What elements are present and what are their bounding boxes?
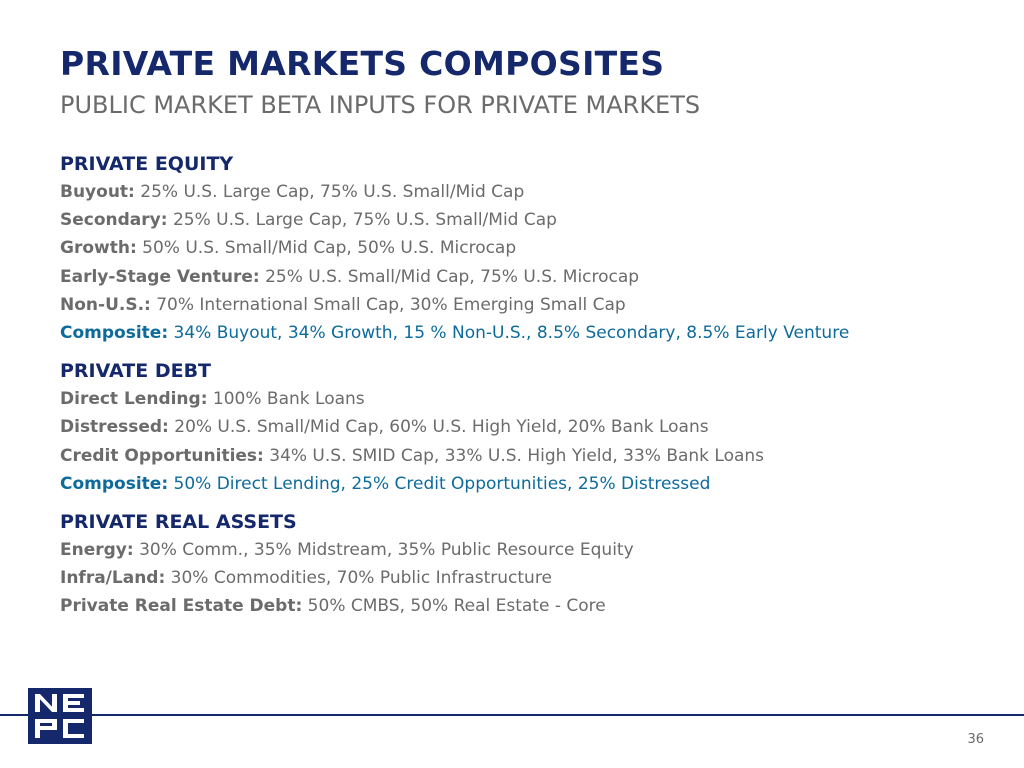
item-value: 20% U.S. Small/Mid Cap, 60% U.S. High Yield, 20% Bank Loans [168, 417, 709, 438]
list-item [60, 206, 1000, 234]
item-label: Direct Lending: [60, 389, 208, 410]
section-private-equity [60, 150, 1000, 347]
list-item [60, 536, 1000, 564]
item-label: Credit Opportunities: [60, 445, 264, 466]
list-item [60, 234, 1000, 262]
content-area [60, 150, 1000, 631]
item-value: 50% U.S. Small/Mid Cap, 50% U.S. Microcap [136, 238, 517, 259]
item-label: Early-Stage Venture: [60, 266, 260, 287]
item-value: 50% CMBS, 50% Real Estate - Core [302, 596, 606, 617]
section-heading: PRIVATE EQUITY [60, 153, 234, 175]
page-title: PRIVATE MARKETS COMPOSITES [60, 44, 665, 83]
list-item [60, 564, 1000, 592]
list-item [60, 178, 1000, 206]
list-item [60, 413, 1000, 441]
item-label: Non-U.S.: [60, 294, 151, 315]
composite-item [60, 319, 1000, 347]
item-label: Infra/Land: [60, 568, 166, 589]
list-item [60, 442, 1000, 470]
section-heading: PRIVATE REAL ASSETS [60, 511, 297, 534]
item-label: Private Real Estate Debt: [60, 596, 303, 617]
page-subtitle: PUBLIC MARKET BETA INPUTS FOR PRIVATE MARKETS [60, 91, 701, 119]
item-label: Composite: [60, 323, 169, 344]
nepc-logo [28, 688, 92, 744]
item-label: Buyout: [60, 182, 135, 202]
list-item [60, 385, 1000, 413]
item-value: 50% Direct Lending, 25% Credit Opportunities, 25% Distressed [168, 473, 711, 494]
item-value: 100% Bank Loans [207, 389, 365, 410]
section-heading: PRIVATE DEBT [60, 360, 212, 383]
item-label: Secondary: [60, 210, 168, 231]
list-item [60, 263, 1000, 291]
item-label: Growth: [60, 238, 137, 259]
item-value: 25% U.S. Small/Mid Cap, 75% U.S. Microcap [259, 266, 640, 287]
footer-rule [0, 714, 1024, 716]
list-item [60, 592, 1000, 620]
item-value: 25% U.S. Large Cap, 75% U.S. Small/Mid Cap [167, 210, 557, 231]
composite-item [60, 470, 1000, 498]
section-private-real-assets [60, 508, 1000, 621]
item-label: Energy: [60, 540, 134, 561]
item-value: 34% U.S. SMID Cap, 33% U.S. High Yield, 33% Bank Loans [263, 445, 765, 466]
section-private-debt [60, 357, 1000, 498]
item-value: 25% U.S. Large Cap, 75% U.S. Small/Mid Cap [134, 182, 525, 202]
item-value: 34% Buyout, 34% Growth, 15 % Non-U.S., 8.5% Secondary, 8.5% Early Venture [168, 323, 850, 344]
item-value: 30% Comm., 35% Midstream, 35% Public Resource Equity [133, 540, 634, 561]
item-label: Distressed: [60, 417, 169, 438]
item-value: 30% Commodities, 70% Public Infrastructure [165, 568, 552, 589]
list-item [60, 291, 1000, 319]
page-number: 36 [967, 732, 984, 747]
item-value: 70% International Small Cap, 30% Emerging Small Cap [150, 294, 626, 315]
nepc-logo-mark [28, 688, 92, 744]
item-label: Composite: [60, 473, 169, 494]
